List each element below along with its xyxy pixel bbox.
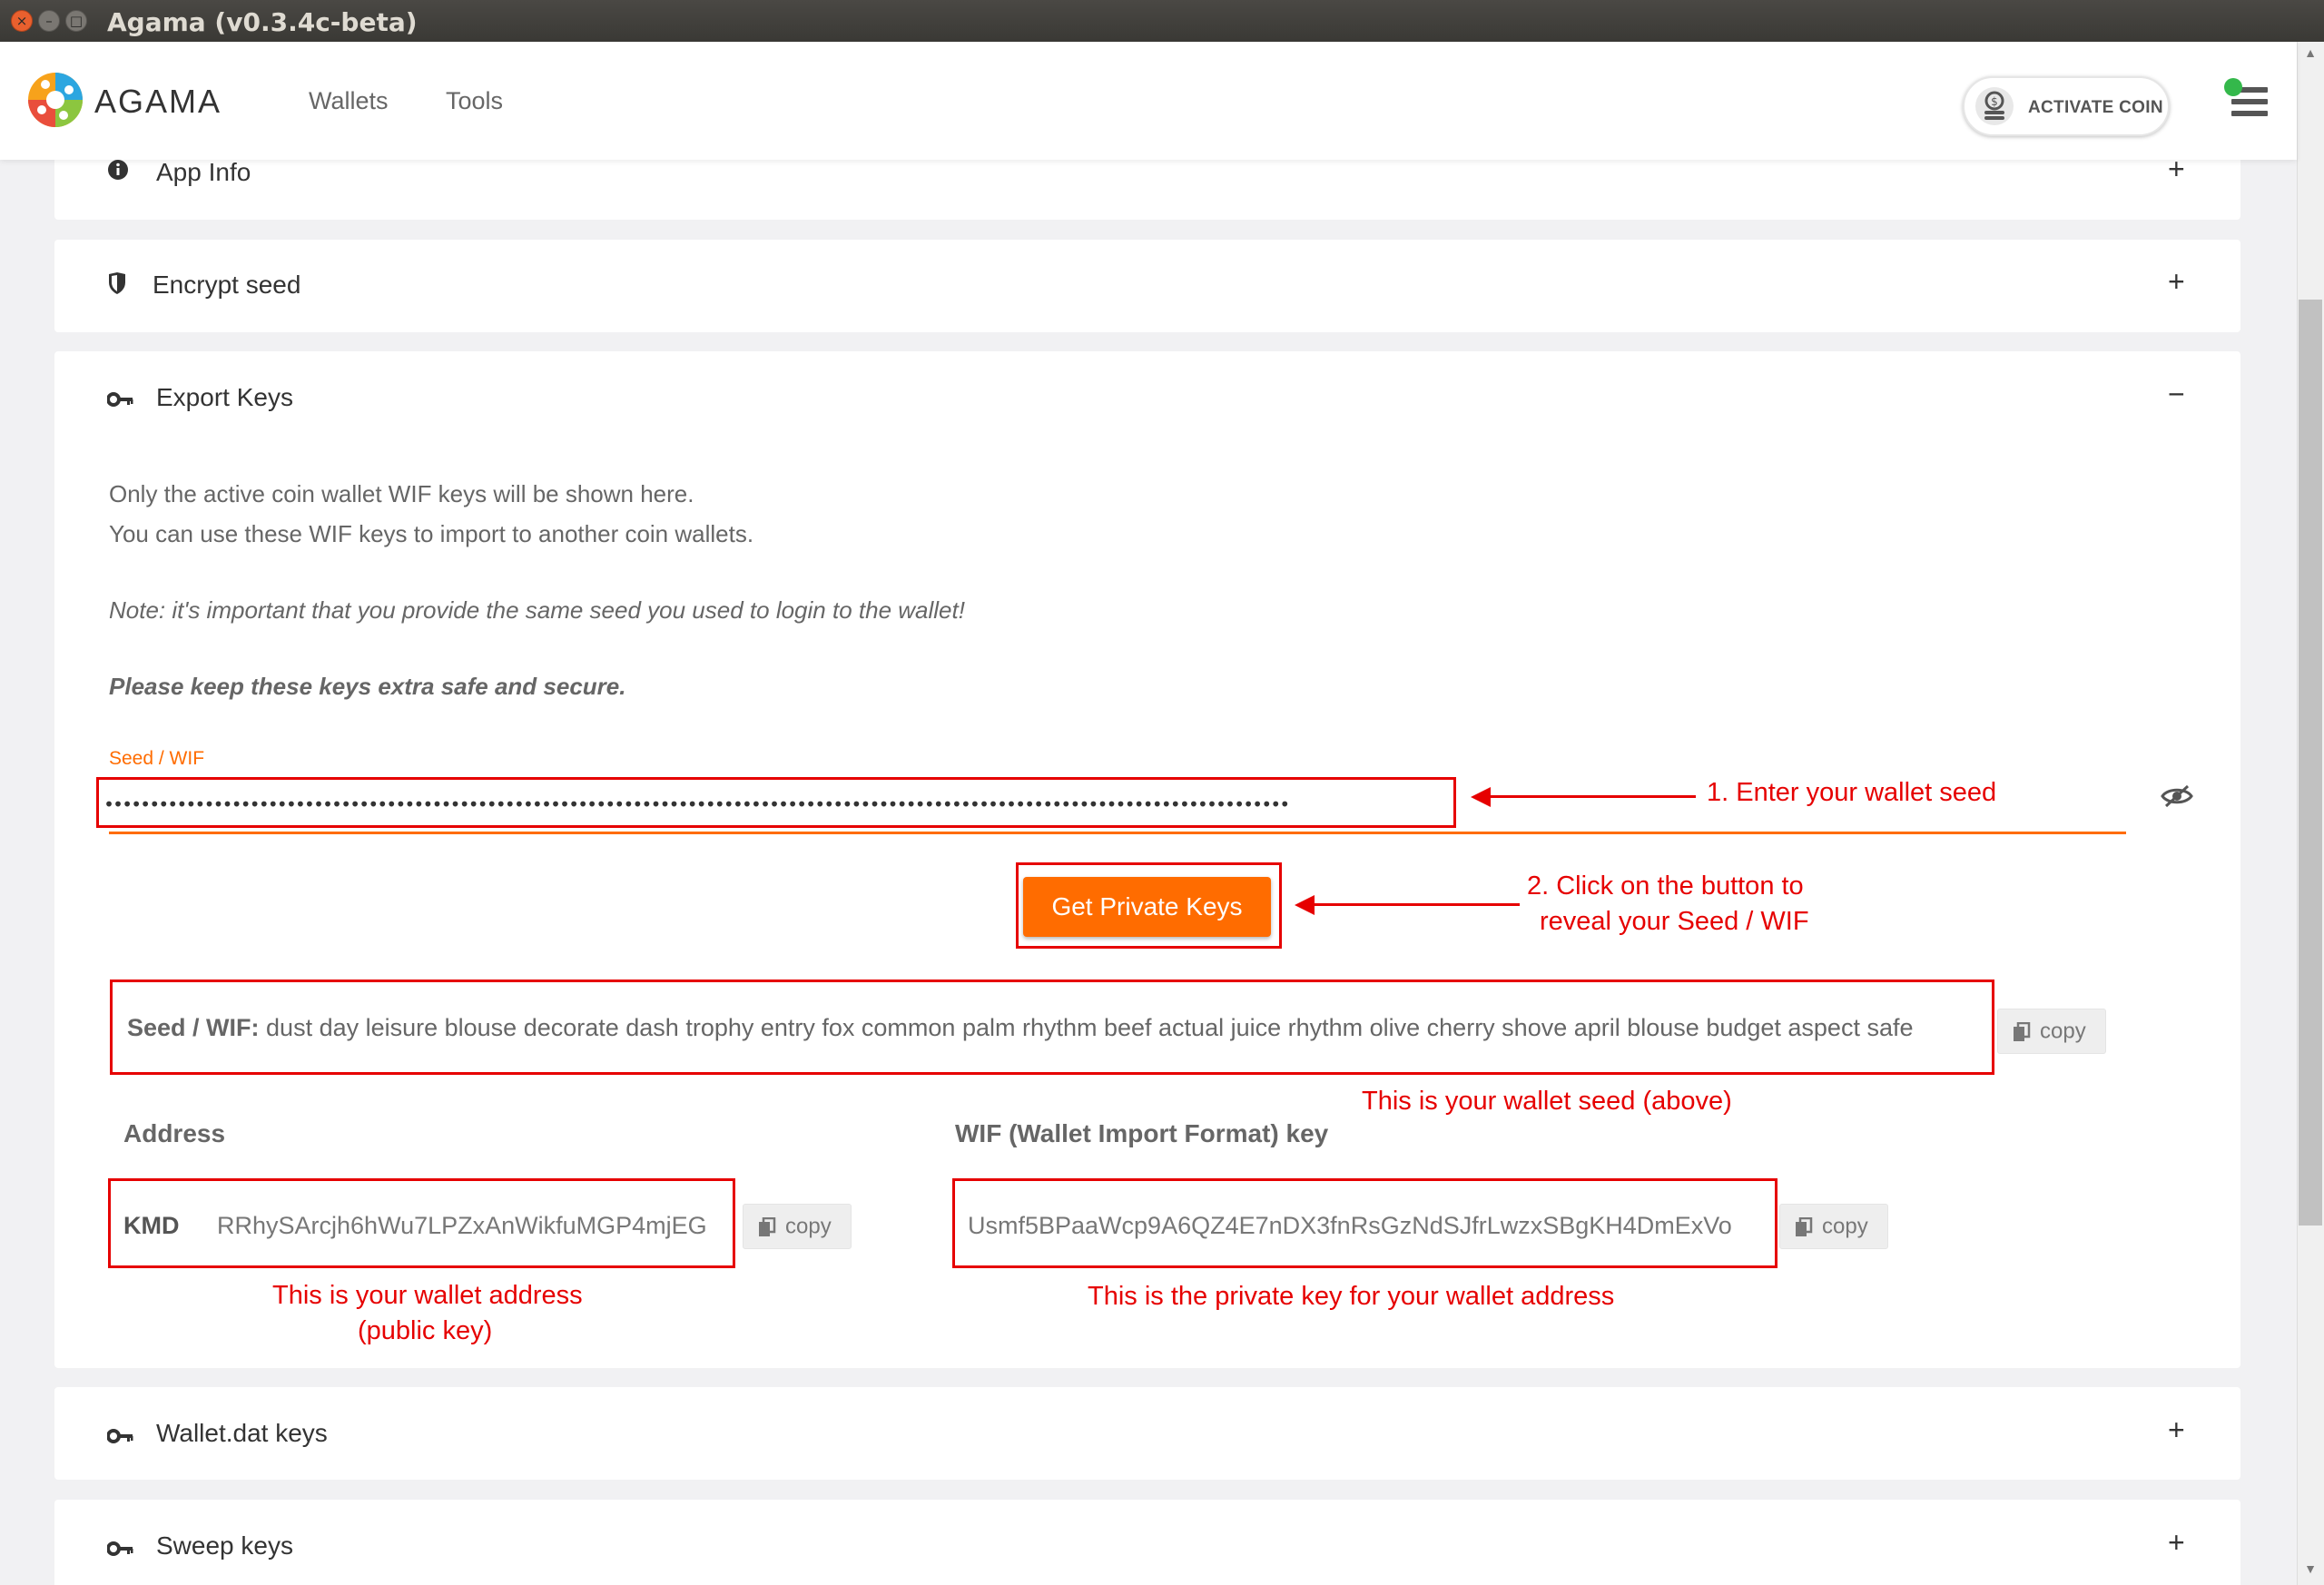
wif-key: Usmf5BPaaWcp9A6QZ4E7nDX3fnRsGzNdSJfrLwzxSBgKH4DmExVo <box>968 1212 1732 1239</box>
svg-text:$: $ <box>1991 95 1998 108</box>
copy-label: copy <box>1822 1214 1868 1239</box>
panel-title-app-info[interactable]: App Info <box>156 158 251 186</box>
expand-wallet-dat-icon[interactable]: + <box>2168 1413 2185 1446</box>
annotation-arrow-1-line <box>1489 795 1696 798</box>
nav-wallets[interactable]: Wallets <box>309 87 389 114</box>
annotation-box-wif <box>952 1178 1777 1268</box>
wallet-address: RRhySArcjh6hWu7LPZxAnWikfuMGP4mjEG <box>217 1212 707 1239</box>
annotation-step2-line2: reveal your Seed / WIF <box>1540 907 1809 936</box>
copy-icon <box>758 1217 776 1237</box>
copy-label: copy <box>2040 1019 2086 1044</box>
copy-icon <box>1795 1217 1813 1237</box>
export-desc-line1: Only the active coin wallet WIF keys will be shown here. <box>109 480 694 507</box>
coin-ticker: KMD <box>123 1212 180 1239</box>
seed-input-underline <box>109 832 2126 834</box>
seed-result-label: Seed / WIF: <box>127 1014 260 1041</box>
annotation-wif-note: This is the private key for your wallet address <box>1088 1282 1615 1311</box>
nav-tools[interactable]: Tools <box>446 87 504 114</box>
annotation-step2-line1: 2. Click on the button to <box>1527 871 1804 901</box>
activate-coin-label: ACTIVATE COIN <box>2028 98 2163 117</box>
address-heading: Address <box>123 1119 226 1147</box>
key-icon <box>107 389 134 414</box>
annotation-box-get-keys <box>1016 862 1282 949</box>
window-maximize-button[interactable] <box>65 10 87 32</box>
copy-icon <box>2013 1022 2031 1042</box>
get-private-keys-button[interactable]: Get Private Keys <box>1023 877 1271 937</box>
logo-text: AGAMA <box>94 83 222 120</box>
info-icon <box>107 159 129 187</box>
shield-icon <box>107 271 127 301</box>
maximize-icon: □ <box>69 13 84 29</box>
connection-status-dot <box>2224 78 2242 96</box>
annotation-arrow-2-head <box>1295 895 1315 915</box>
window-title: Agama (v0.3.4c-beta) <box>107 7 418 37</box>
expand-encrypt-seed-icon[interactable]: + <box>2168 265 2185 298</box>
copy-wif-button[interactable] <box>1779 1204 1888 1249</box>
panel-title-encrypt-seed[interactable]: Encrypt seed <box>153 271 301 299</box>
collapse-export-keys-icon[interactable]: − <box>2168 378 2185 410</box>
close-icon: × <box>15 13 28 29</box>
panel-title-wallet-dat-keys[interactable]: Wallet.dat keys <box>156 1419 328 1447</box>
coin-stack-icon <box>1975 87 2014 125</box>
annotation-arrow-2-line <box>1313 903 1520 906</box>
copy-label: copy <box>785 1214 832 1239</box>
scroll-down-icon[interactable]: ▼ <box>2304 1561 2317 1576</box>
agama-logo-icon <box>27 72 84 128</box>
annotation-step1: 1. Enter your wallet seed <box>1707 778 1997 807</box>
export-warning: Please keep these keys extra safe and secure. <box>109 673 626 700</box>
annotation-arrow-1-head <box>1471 787 1491 807</box>
copy-address-button[interactable] <box>743 1204 852 1249</box>
key-icon <box>107 1538 134 1563</box>
panel-encrypt-seed[interactable] <box>54 240 2240 332</box>
annotation-box-seed-input <box>96 777 1456 828</box>
window-close-button[interactable] <box>11 10 33 32</box>
panel-wallet-dat-keys[interactable] <box>54 1387 2240 1480</box>
annotation-seed-note: This is your wallet seed (above) <box>1362 1087 1732 1116</box>
export-note: Note: it's important that you provide the same seed you used to login to the wallet! <box>109 596 965 624</box>
window-minimize-button[interactable] <box>38 10 60 32</box>
activate-coin-button[interactable] <box>1963 76 2170 136</box>
panel-sweep-keys[interactable] <box>54 1500 2240 1585</box>
minimize-icon: – <box>45 13 53 29</box>
copy-seed-button[interactable] <box>1997 1009 2106 1054</box>
window-titlebar <box>0 0 2324 42</box>
toggle-visibility-eye-icon[interactable] <box>2159 783 2195 810</box>
wif-heading: WIF (Wallet Import Format) key <box>955 1119 1329 1147</box>
seed-input-label: Seed / WIF <box>109 748 205 769</box>
expand-sweep-keys-icon[interactable]: + <box>2168 1526 2185 1559</box>
panel-title-export-keys[interactable]: Export Keys <box>156 383 293 411</box>
annotation-address-line1: This is your wallet address <box>272 1281 583 1310</box>
annotation-address-line2: (public key) <box>358 1316 493 1345</box>
scrollbar-thumb[interactable] <box>2299 300 2322 1226</box>
annotation-box-seed-result <box>110 980 1994 1075</box>
seed-result-value: dust day leisure blouse decorate dash trophy entry fox common palm rhythm beef actual juice rhythm olive cherry shove april blouse budget aspect safe <box>266 1014 1914 1041</box>
scroll-up-icon[interactable]: ▲ <box>2304 45 2317 60</box>
annotation-box-address <box>108 1178 735 1268</box>
app-header <box>0 42 2297 160</box>
export-desc-line2: You can use these WIF keys to import to another coin wallets. <box>109 520 754 547</box>
key-icon <box>107 1425 134 1451</box>
panel-title-sweep-keys[interactable]: Sweep keys <box>156 1531 293 1560</box>
expand-app-info-icon[interactable]: + <box>2168 153 2185 185</box>
